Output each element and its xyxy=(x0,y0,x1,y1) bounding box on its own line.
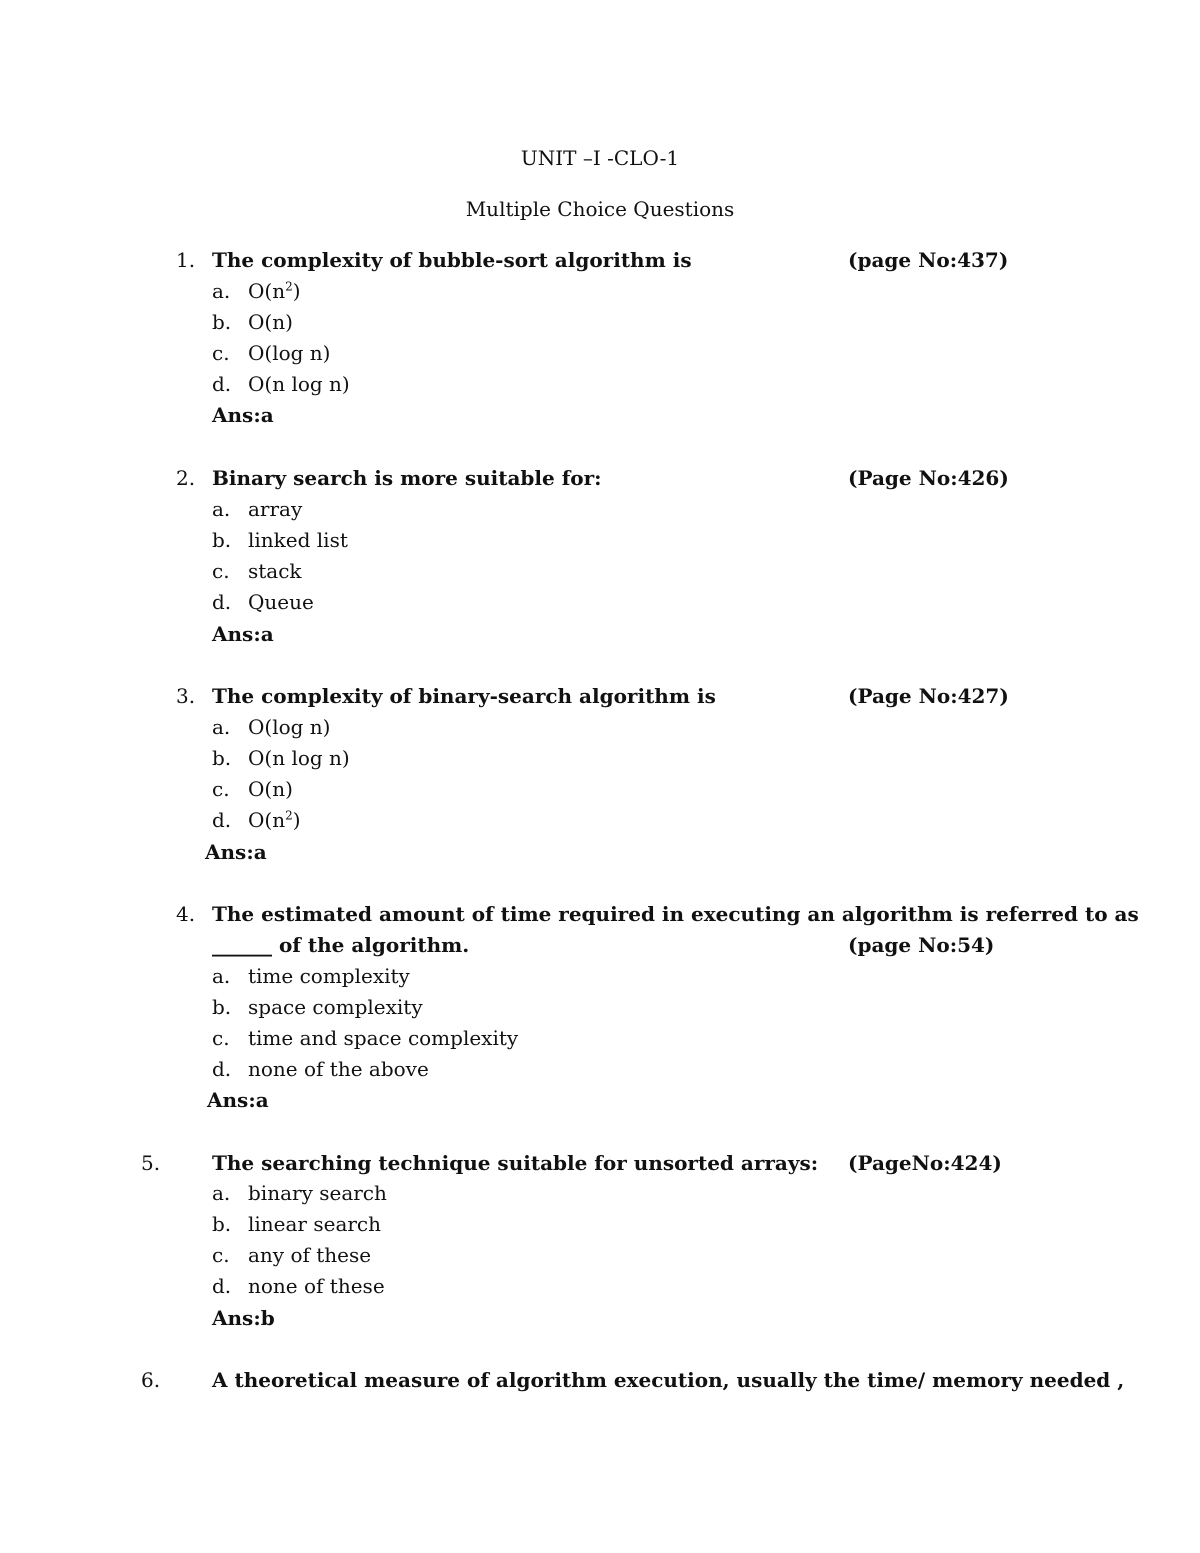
question-number: 5. xyxy=(141,1151,161,1175)
page-subtitle: Multiple Choice Questions xyxy=(465,197,735,221)
option-letter: d. xyxy=(212,808,232,832)
page-reference: (page No:437) xyxy=(848,248,1009,272)
option-letter: b. xyxy=(212,995,232,1019)
option-letter: c. xyxy=(212,1243,230,1267)
option-letter: d. xyxy=(212,372,232,396)
option-letter: b. xyxy=(212,746,232,770)
page-reference: (Page No:426) xyxy=(848,466,1009,490)
option-text: time and space complexity xyxy=(248,1026,519,1050)
answer-label: Ans:a xyxy=(207,1088,269,1112)
question-text: A theoretical measure of algorithm execution, usually the time/ memory needed , xyxy=(212,1368,1125,1392)
question-number: 6. xyxy=(141,1368,161,1392)
option-text: O(log n) xyxy=(248,341,331,365)
question-number: 3. xyxy=(176,684,196,708)
option-text: linked list xyxy=(248,528,348,552)
option-letter: c. xyxy=(212,559,230,583)
option-text: time complexity xyxy=(248,964,410,988)
option-letter: b. xyxy=(212,1212,232,1236)
option-text: Queue xyxy=(248,590,314,614)
page-reference: (PageNo:424) xyxy=(848,1151,1002,1175)
question-text: Binary search is more suitable for: xyxy=(212,466,602,490)
page-reference: (page No:54) xyxy=(848,933,995,957)
answer-label: Ans:b xyxy=(212,1306,275,1330)
page-reference: (Page No:427) xyxy=(848,684,1009,708)
option-text: none of the above xyxy=(248,1057,429,1081)
option-text: any of these xyxy=(248,1243,372,1267)
question-number: 4. xyxy=(176,902,196,926)
option-text: O(n) xyxy=(248,310,293,334)
option-letter: c. xyxy=(212,1026,230,1050)
option-text: $O(n^2)$ xyxy=(248,808,301,832)
answer-label: Ans:a xyxy=(212,622,274,646)
option-text: O(n) xyxy=(248,777,293,801)
option-letter: d. xyxy=(212,1274,232,1298)
option-text: none of these xyxy=(248,1274,385,1298)
option-text: stack xyxy=(248,559,302,583)
question-text: The complexity of binary-search algorithm is xyxy=(212,684,716,708)
question-text: The estimated amount of time required in executing an algorithm is referred to as xyxy=(212,902,1139,926)
option-text: array xyxy=(248,497,303,521)
option-letter: d. xyxy=(212,1057,232,1081)
question-text-continued: ______ of the algorithm. xyxy=(212,933,470,957)
option-letter: b. xyxy=(212,310,232,334)
option-letter: a. xyxy=(212,279,231,303)
option-letter: d. xyxy=(212,590,232,614)
option-letter: a. xyxy=(212,715,231,739)
answer-label: Ans:a xyxy=(212,403,274,427)
unit-title: UNIT –I -CLO-1 xyxy=(520,146,680,170)
option-text: binary search xyxy=(248,1181,387,1205)
option-text: O(n log n) xyxy=(248,372,350,396)
question-text: The complexity of bubble-sort algorithm is xyxy=(212,248,692,272)
option-text: O(n log n) xyxy=(248,746,350,770)
answer-label: Ans:a xyxy=(205,840,267,864)
option-text: $O(n^2)$ xyxy=(248,279,301,303)
question-number: 2. xyxy=(176,466,196,490)
option-letter: a. xyxy=(212,1181,231,1205)
option-text: linear search xyxy=(248,1212,382,1236)
option-letter: a. xyxy=(212,497,231,521)
option-letter: a. xyxy=(212,964,231,988)
option-letter: c. xyxy=(212,777,230,801)
option-letter: b. xyxy=(212,528,232,552)
option-text: space complexity xyxy=(248,995,423,1019)
question-number: 1. xyxy=(176,248,196,272)
question-text: The searching technique suitable for unsorted arrays: xyxy=(212,1151,819,1175)
option-letter: c. xyxy=(212,341,230,365)
option-text: O(log n) xyxy=(248,715,331,739)
